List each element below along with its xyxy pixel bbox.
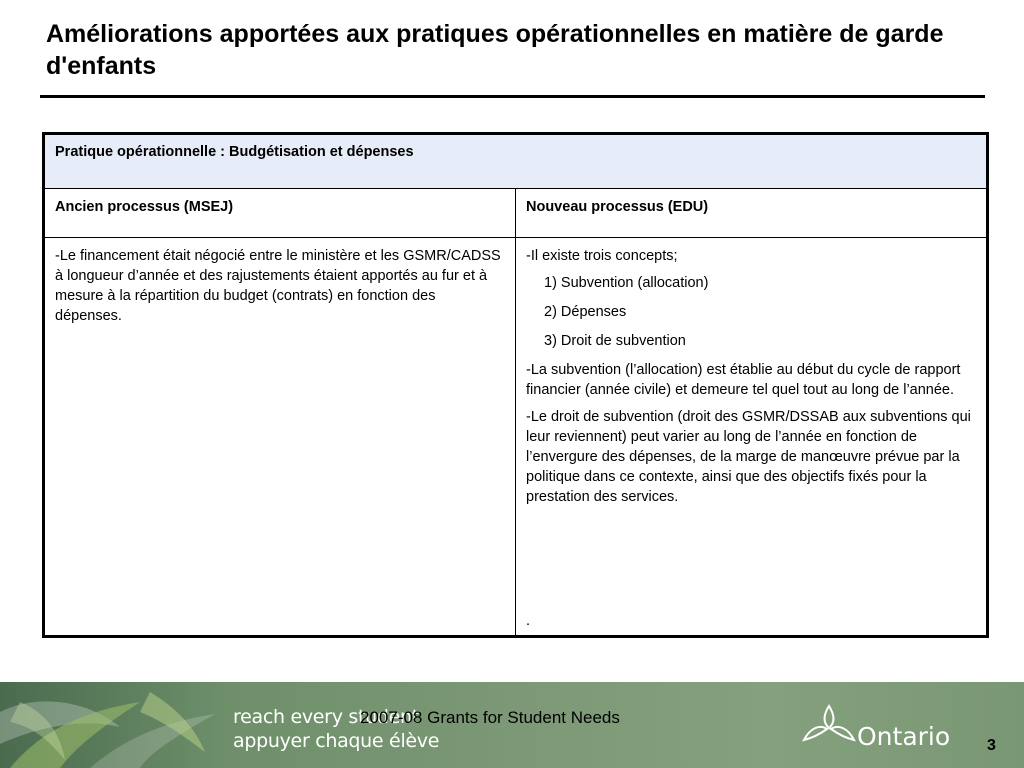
list-item: 3) Droit de subvention bbox=[544, 333, 686, 349]
leaf-decoration-icon bbox=[0, 682, 230, 768]
slogan-french: appuyer chaque élève bbox=[233, 730, 440, 752]
new-process-cell bbox=[516, 238, 988, 637]
ontario-logo-text: Ontario bbox=[857, 722, 951, 751]
title-divider bbox=[40, 95, 985, 98]
practice-table bbox=[42, 132, 989, 638]
page-title: Améliorations apportées aux pratiques opérationnelles en matière de garde d'enfants bbox=[46, 20, 944, 80]
column-header-old: Ancien processus (MSEJ) bbox=[44, 189, 516, 238]
trillium-icon bbox=[800, 702, 858, 750]
table-header-row bbox=[44, 134, 988, 189]
footer-caption: 2007-08 Grants for Student Needs bbox=[360, 708, 620, 727]
column-header-row bbox=[44, 189, 988, 238]
table-header-cell: Pratique opérationnelle : Budgétisation et dépenses bbox=[44, 134, 988, 189]
new-process-intro: -Il existe trois concepts; bbox=[526, 248, 678, 264]
new-process-paragraph: -La subvention (l’allocation) est établie au début du cycle de rapport financier (année civile) et demeure tel quel tout au long de l’année. bbox=[526, 362, 961, 398]
footer-banner bbox=[0, 682, 1024, 768]
column-header-new: Nouveau processus (EDU) bbox=[516, 189, 988, 238]
old-process-cell bbox=[44, 238, 516, 637]
slogan-english: reach every student bbox=[233, 706, 419, 728]
new-process-paragraph: -Le droit de subvention (droit des GSMR/DSSAB aux subventions qui leur reviennent) peut varier au long de l’année en fonction de l’envergure des dépenses, de la marge de manœuvre prévue par la politique dans ce contexte, ainsi que des objectifs fixés pour la prestation des services. bbox=[526, 409, 971, 505]
list-item: 2) Dépenses bbox=[544, 304, 627, 320]
old-process-text: -Le financement était négocié entre le ministère et les GSMR/CADSS à longueur d’année et des rajustements étaient apportés au fur et à mesure à la répartition du budget (contrats) en fonction des dépenses. bbox=[55, 248, 501, 324]
list-item: 1) Subvention (allocation) bbox=[544, 275, 709, 291]
trailing-mark: . bbox=[526, 613, 531, 629]
table-body-row bbox=[44, 238, 988, 637]
page-number: 3 bbox=[987, 737, 996, 754]
